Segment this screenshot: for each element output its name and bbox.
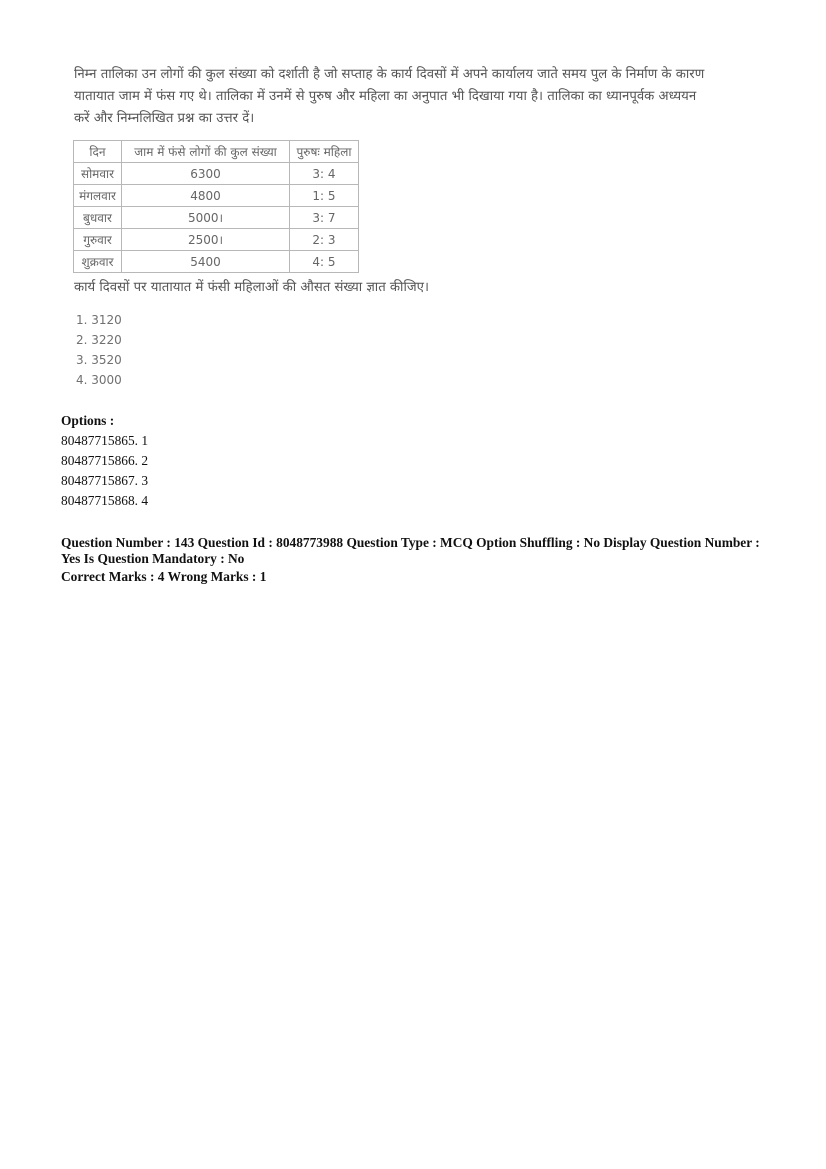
marks-line: Correct Marks : 4 Wrong Marks : 1 (61, 569, 267, 584)
table-cell-total: 5000। (122, 207, 290, 229)
table-cell-day: गुरुवार (74, 229, 122, 251)
option-item: 80487715866. 2 (61, 453, 149, 468)
table-cell-ratio: 3: 4 (290, 163, 359, 185)
table-header-row (74, 141, 359, 163)
question-metadata-line: Yes Is Question Mandatory : No (61, 551, 245, 566)
options-heading: Options : (61, 413, 115, 428)
table-cell-day: सोमवार (74, 163, 122, 185)
table-cell-total: 4800 (122, 185, 290, 207)
table-cell-ratio: 2: 3 (290, 229, 359, 251)
options-list (61, 431, 148, 511)
answer-choices (76, 310, 122, 390)
passage-line: करें और निम्नलिखित प्रश्न का उत्तर दें। (74, 111, 255, 126)
answer-choice: 3. 3520 (76, 353, 122, 367)
table-header-ratio: पुरुषः महिला (290, 141, 359, 163)
question-text: कार्य दिवसों पर यातायात में फंसी महिलाओं की औसत संख्या ज्ञात कीजिए। (74, 280, 429, 295)
answer-choice: 2. 3220 (76, 333, 122, 347)
table-row (74, 229, 359, 251)
answer-choice: 4. 3000 (76, 373, 122, 387)
table-cell-ratio: 4: 5 (290, 251, 359, 273)
table-cell-day: शुक्रवार (74, 251, 122, 273)
table-cell-total: 6300 (122, 163, 290, 185)
option-item: 80487715868. 4 (61, 493, 149, 508)
table-header-day: दिन (74, 141, 122, 163)
table-cell-ratio: 3: 7 (290, 207, 359, 229)
option-item: 80487715865. 1 (61, 433, 149, 448)
passage-line: निम्न तालिका उन लोगों की कुल संख्या को दर्शाती है जो सप्ताह के कार्य दिवसों में अपने कार्यालय जाते समय पुल के निर्माण के कारण (74, 67, 705, 82)
question-passage (74, 64, 744, 130)
passage-line: यातायात जाम में फंस गए थे। तालिका में उनमें से पुरुष और महिला का अनुपात भी दिखाया गया है। तालिका का ध्यानपूर्वक अध्ययन (74, 89, 697, 104)
answer-choice: 1. 3120 (76, 313, 122, 327)
table-cell-day: बुधवार (74, 207, 122, 229)
table-cell-total: 2500। (122, 229, 290, 251)
table-cell-day: मंगलवार (74, 185, 122, 207)
table-row (74, 163, 359, 185)
option-item: 80487715867. 3 (61, 473, 149, 488)
table-row (74, 251, 359, 273)
question-metadata-line: Question Number : 143 Question Id : 8048773988 Question Type : MCQ Option Shuffling : No Display Question Number : (61, 535, 760, 550)
table-row (74, 185, 359, 207)
question-metadata (61, 535, 781, 567)
table-row (74, 207, 359, 229)
data-table (73, 140, 359, 273)
table-cell-total: 5400 (122, 251, 290, 273)
table-header-total: जाम में फंसे लोगों की कुल संख्या (122, 141, 290, 163)
table-cell-ratio: 1: 5 (290, 185, 359, 207)
